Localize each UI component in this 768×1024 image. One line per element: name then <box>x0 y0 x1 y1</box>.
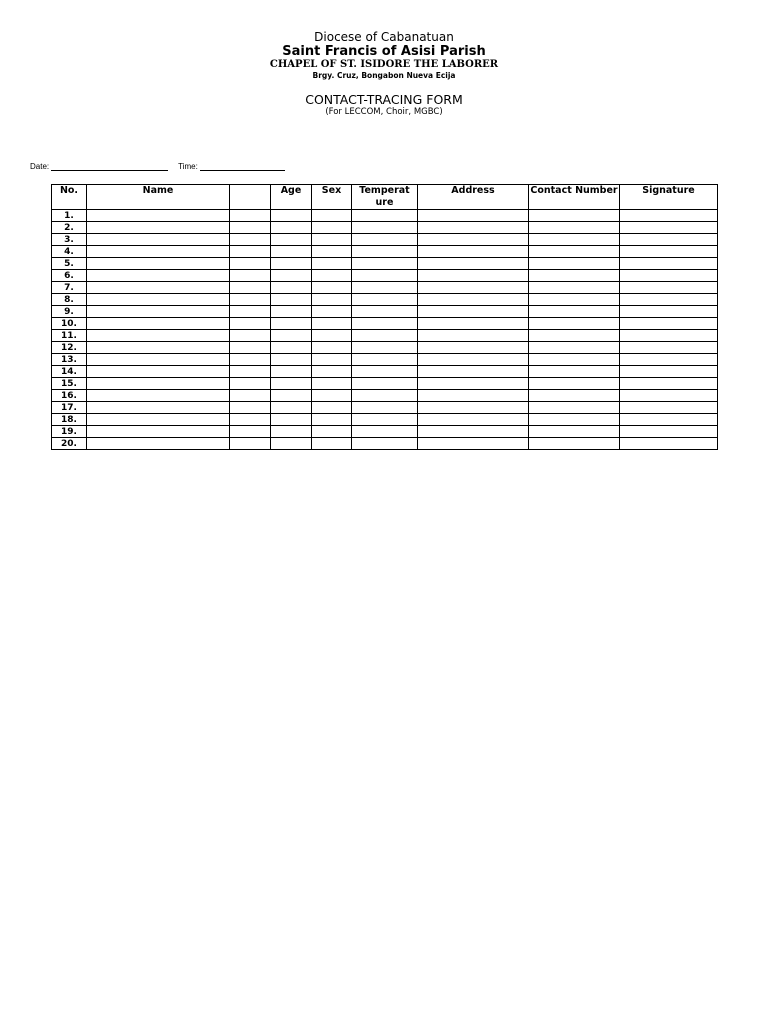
col-temperature-cell[interactable] <box>352 306 418 318</box>
col-temperature-cell[interactable] <box>352 258 418 270</box>
col-blank-header <box>230 185 271 210</box>
col-blank-cell[interactable] <box>230 402 271 414</box>
time-blank-line[interactable] <box>200 162 285 171</box>
row-number: 1. <box>52 210 87 222</box>
col-temperature-cell[interactable] <box>352 378 418 390</box>
col-blank-cell[interactable] <box>230 330 271 342</box>
col-address-cell[interactable] <box>418 438 529 450</box>
col-blank-cell[interactable] <box>230 282 271 294</box>
col-sex-cell[interactable] <box>312 270 352 282</box>
date-time-fields <box>30 162 285 171</box>
col-contact-number-cell[interactable] <box>529 234 620 246</box>
col-age-cell[interactable] <box>271 258 312 270</box>
form-title: CONTACT-TRACING FORM <box>305 92 463 107</box>
col-age-cell[interactable] <box>271 210 312 222</box>
table-row <box>52 306 718 318</box>
table-row <box>52 210 718 222</box>
col-name-cell[interactable] <box>87 366 230 378</box>
table-row <box>52 282 718 294</box>
col-address-cell[interactable] <box>418 210 529 222</box>
col-age-cell[interactable] <box>271 426 312 438</box>
col-sex-cell[interactable] <box>312 294 352 306</box>
col-blank-cell[interactable] <box>230 210 271 222</box>
table-row <box>52 270 718 282</box>
table-row <box>52 414 718 426</box>
col-temperature-cell[interactable] <box>352 234 418 246</box>
form-header <box>0 30 768 117</box>
col-contact-number-cell[interactable] <box>529 330 620 342</box>
col-contact-number-cell[interactable] <box>529 414 620 426</box>
col-sex-cell[interactable] <box>312 258 352 270</box>
col-temperature-cell[interactable] <box>352 390 418 402</box>
row-number: 15. <box>52 378 87 390</box>
table-row <box>52 354 718 366</box>
row-number: 19. <box>52 426 87 438</box>
col-blank-cell[interactable] <box>230 318 271 330</box>
col-address-cell[interactable] <box>418 426 529 438</box>
row-number: 6. <box>52 270 87 282</box>
col-contact-number-cell[interactable] <box>529 366 620 378</box>
col-sex-cell[interactable] <box>312 246 352 258</box>
col-blank-cell[interactable] <box>230 342 271 354</box>
table-row <box>52 234 718 246</box>
row-number: 9. <box>52 306 87 318</box>
col-signature-cell[interactable] <box>620 222 718 234</box>
col-temperature-cell[interactable] <box>352 294 418 306</box>
col-blank-cell[interactable] <box>230 390 271 402</box>
col-temperature-cell[interactable] <box>352 282 418 294</box>
col-signature-cell[interactable] <box>620 318 718 330</box>
col-age-cell[interactable] <box>271 294 312 306</box>
col-signature-cell[interactable] <box>620 390 718 402</box>
col-blank-cell[interactable] <box>230 258 271 270</box>
col-name-cell[interactable] <box>87 354 230 366</box>
table-row <box>52 390 718 402</box>
col-age-cell[interactable] <box>271 378 312 390</box>
col-blank-cell[interactable] <box>230 222 271 234</box>
col-blank-cell[interactable] <box>230 426 271 438</box>
col-address-cell[interactable] <box>418 402 529 414</box>
row-number: 8. <box>52 294 87 306</box>
col-name-cell[interactable] <box>87 402 230 414</box>
table-row <box>52 438 718 450</box>
col-name-cell[interactable] <box>87 258 230 270</box>
col-sex-cell[interactable] <box>312 318 352 330</box>
col-address-cell[interactable] <box>418 270 529 282</box>
table-row <box>52 318 718 330</box>
col-contact-number-cell[interactable] <box>529 222 620 234</box>
col-sex-cell[interactable] <box>312 342 352 354</box>
col-temperature-cell[interactable] <box>352 402 418 414</box>
col-name-cell[interactable] <box>87 246 230 258</box>
col-address-cell[interactable] <box>418 390 529 402</box>
col-name-cell[interactable] <box>87 426 230 438</box>
col-signature-cell[interactable] <box>620 306 718 318</box>
col-blank-cell[interactable] <box>230 366 271 378</box>
col-contact-number-cell[interactable] <box>529 426 620 438</box>
col-address-cell[interactable] <box>418 282 529 294</box>
col-sex-header: Sex <box>312 185 352 210</box>
col-temperature-cell[interactable] <box>352 222 418 234</box>
row-number: 3. <box>52 234 87 246</box>
col-temperature-cell[interactable] <box>352 414 418 426</box>
col-address-cell[interactable] <box>418 234 529 246</box>
col-age-cell[interactable] <box>271 222 312 234</box>
row-number: 20. <box>52 438 87 450</box>
col-temperature-cell[interactable] <box>352 270 418 282</box>
col-address-cell[interactable] <box>418 354 529 366</box>
col-address-cell[interactable] <box>418 306 529 318</box>
chapel-name: CHAPEL OF ST. ISIDORE THE LABORER <box>269 59 499 70</box>
col-no-header: No. <box>52 185 87 210</box>
col-contact-number-cell[interactable] <box>529 318 620 330</box>
col-signature-cell[interactable] <box>620 270 718 282</box>
col-age-cell[interactable] <box>271 354 312 366</box>
col-blank-cell[interactable] <box>230 306 271 318</box>
col-address-cell[interactable] <box>418 342 529 354</box>
col-name-cell[interactable] <box>87 234 230 246</box>
col-name-cell[interactable] <box>87 306 230 318</box>
col-age-cell[interactable] <box>271 366 312 378</box>
col-signature-cell[interactable] <box>620 354 718 366</box>
col-name-cell[interactable] <box>87 294 230 306</box>
col-age-cell[interactable] <box>271 402 312 414</box>
row-number: 10. <box>52 318 87 330</box>
col-age-header: Age <box>271 185 312 210</box>
table-row <box>52 342 718 354</box>
barangay-address: Brgy. Cruz, Bongabon Nueva Ecija <box>312 71 456 80</box>
col-signature-cell[interactable] <box>620 426 718 438</box>
col-age-cell[interactable] <box>271 342 312 354</box>
col-name-cell[interactable] <box>87 270 230 282</box>
col-age-cell[interactable] <box>271 330 312 342</box>
col-sex-cell[interactable] <box>312 354 352 366</box>
col-contact-number-cell[interactable] <box>529 438 620 450</box>
col-address-cell[interactable] <box>418 378 529 390</box>
col-sex-cell[interactable] <box>312 390 352 402</box>
col-name-cell[interactable] <box>87 342 230 354</box>
col-temperature-header: Temperat ure <box>352 185 418 210</box>
col-contact-number-cell[interactable] <box>529 282 620 294</box>
col-contact-number-cell[interactable] <box>529 258 620 270</box>
col-sex-cell[interactable] <box>312 414 352 426</box>
col-sex-cell[interactable] <box>312 330 352 342</box>
col-temperature-cell[interactable] <box>352 210 418 222</box>
col-signature-cell[interactable] <box>620 414 718 426</box>
col-temperature-cell[interactable] <box>352 354 418 366</box>
row-number: 5. <box>52 258 87 270</box>
col-name-cell[interactable] <box>87 222 230 234</box>
col-signature-cell[interactable] <box>620 378 718 390</box>
col-signature-cell[interactable] <box>620 366 718 378</box>
col-contact-number-cell[interactable] <box>529 246 620 258</box>
table-row <box>52 330 718 342</box>
col-signature-cell[interactable] <box>620 210 718 222</box>
col-signature-header: Signature <box>620 185 718 210</box>
row-number: 2. <box>52 222 87 234</box>
col-blank-cell[interactable] <box>230 438 271 450</box>
col-age-cell[interactable] <box>271 414 312 426</box>
col-contact-number-cell[interactable] <box>529 210 620 222</box>
table-row <box>52 402 718 414</box>
col-signature-cell[interactable] <box>620 330 718 342</box>
col-address-cell[interactable] <box>418 366 529 378</box>
col-address-cell[interactable] <box>418 258 529 270</box>
col-signature-cell[interactable] <box>620 282 718 294</box>
col-sex-cell[interactable] <box>312 402 352 414</box>
row-number: 11. <box>52 330 87 342</box>
col-contact-number-cell[interactable] <box>529 402 620 414</box>
col-name-header: Name <box>87 185 230 210</box>
date-blank-line[interactable] <box>51 162 168 171</box>
col-temperature-cell[interactable] <box>352 246 418 258</box>
table-body <box>52 210 718 450</box>
col-age-cell[interactable] <box>271 306 312 318</box>
row-number: 18. <box>52 414 87 426</box>
col-address-header: Address <box>418 185 529 210</box>
col-sex-cell[interactable] <box>312 378 352 390</box>
col-name-cell[interactable] <box>87 438 230 450</box>
col-name-cell[interactable] <box>87 414 230 426</box>
col-blank-cell[interactable] <box>230 246 271 258</box>
col-address-cell[interactable] <box>418 330 529 342</box>
col-contact-number-cell[interactable] <box>529 378 620 390</box>
col-age-cell[interactable] <box>271 438 312 450</box>
table-header-row <box>52 185 718 210</box>
col-blank-cell[interactable] <box>230 378 271 390</box>
col-contact-number-header: Contact Number <box>529 185 620 210</box>
col-temperature-cell[interactable] <box>352 330 418 342</box>
row-number: 4. <box>52 246 87 258</box>
col-address-cell[interactable] <box>418 246 529 258</box>
col-age-cell[interactable] <box>271 282 312 294</box>
col-blank-cell[interactable] <box>230 354 271 366</box>
col-blank-cell[interactable] <box>230 414 271 426</box>
col-blank-cell[interactable] <box>230 294 271 306</box>
col-signature-cell[interactable] <box>620 402 718 414</box>
col-age-cell[interactable] <box>271 234 312 246</box>
col-contact-number-cell[interactable] <box>529 294 620 306</box>
table-row <box>52 294 718 306</box>
col-signature-cell[interactable] <box>620 234 718 246</box>
col-contact-number-cell[interactable] <box>529 306 620 318</box>
col-age-cell[interactable] <box>271 318 312 330</box>
col-address-cell[interactable] <box>418 318 529 330</box>
col-address-cell[interactable] <box>418 294 529 306</box>
col-temperature-cell[interactable] <box>352 342 418 354</box>
col-sex-cell[interactable] <box>312 438 352 450</box>
col-sex-cell[interactable] <box>312 210 352 222</box>
row-number: 16. <box>52 390 87 402</box>
parish-name: Saint Francis of Asisi Parish <box>282 44 486 59</box>
col-sex-cell[interactable] <box>312 234 352 246</box>
col-name-cell[interactable] <box>87 390 230 402</box>
col-blank-cell[interactable] <box>230 234 271 246</box>
col-signature-cell[interactable] <box>620 246 718 258</box>
col-signature-cell[interactable] <box>620 258 718 270</box>
col-contact-number-cell[interactable] <box>529 342 620 354</box>
table-row <box>52 246 718 258</box>
col-age-cell[interactable] <box>271 246 312 258</box>
col-blank-cell[interactable] <box>230 270 271 282</box>
row-number: 17. <box>52 402 87 414</box>
row-number: 12. <box>52 342 87 354</box>
time-label: Time: <box>178 162 198 171</box>
col-address-cell[interactable] <box>418 414 529 426</box>
col-temperature-cell[interactable] <box>352 426 418 438</box>
row-number: 7. <box>52 282 87 294</box>
col-name-cell[interactable] <box>87 318 230 330</box>
col-age-cell[interactable] <box>271 270 312 282</box>
table-row <box>52 366 718 378</box>
table-row <box>52 222 718 234</box>
date-label: Date: <box>30 162 50 171</box>
col-sex-cell[interactable] <box>312 426 352 438</box>
col-name-cell[interactable] <box>87 210 230 222</box>
row-number: 13. <box>52 354 87 366</box>
col-sex-cell[interactable] <box>312 282 352 294</box>
table-row <box>52 426 718 438</box>
col-name-cell[interactable] <box>87 378 230 390</box>
col-age-cell[interactable] <box>271 390 312 402</box>
col-sex-cell[interactable] <box>312 366 352 378</box>
col-name-cell[interactable] <box>87 330 230 342</box>
col-contact-number-cell[interactable] <box>529 270 620 282</box>
table-row <box>52 378 718 390</box>
col-signature-cell[interactable] <box>620 342 718 354</box>
col-signature-cell[interactable] <box>620 438 718 450</box>
col-sex-cell[interactable] <box>312 306 352 318</box>
col-sex-cell[interactable] <box>312 222 352 234</box>
col-temperature-cell[interactable] <box>352 318 418 330</box>
contact-tracing-table <box>51 184 718 450</box>
col-signature-cell[interactable] <box>620 294 718 306</box>
table-row <box>52 258 718 270</box>
diocese-name: Diocese of Cabanatuan <box>314 30 454 44</box>
col-temperature-cell[interactable] <box>352 438 418 450</box>
form-subtitle: (For LECCOM, Choir, MGBC) <box>325 107 443 117</box>
col-contact-number-cell[interactable] <box>529 390 620 402</box>
col-temperature-cell[interactable] <box>352 366 418 378</box>
col-address-cell[interactable] <box>418 222 529 234</box>
col-contact-number-cell[interactable] <box>529 354 620 366</box>
col-name-cell[interactable] <box>87 282 230 294</box>
row-number: 14. <box>52 366 87 378</box>
